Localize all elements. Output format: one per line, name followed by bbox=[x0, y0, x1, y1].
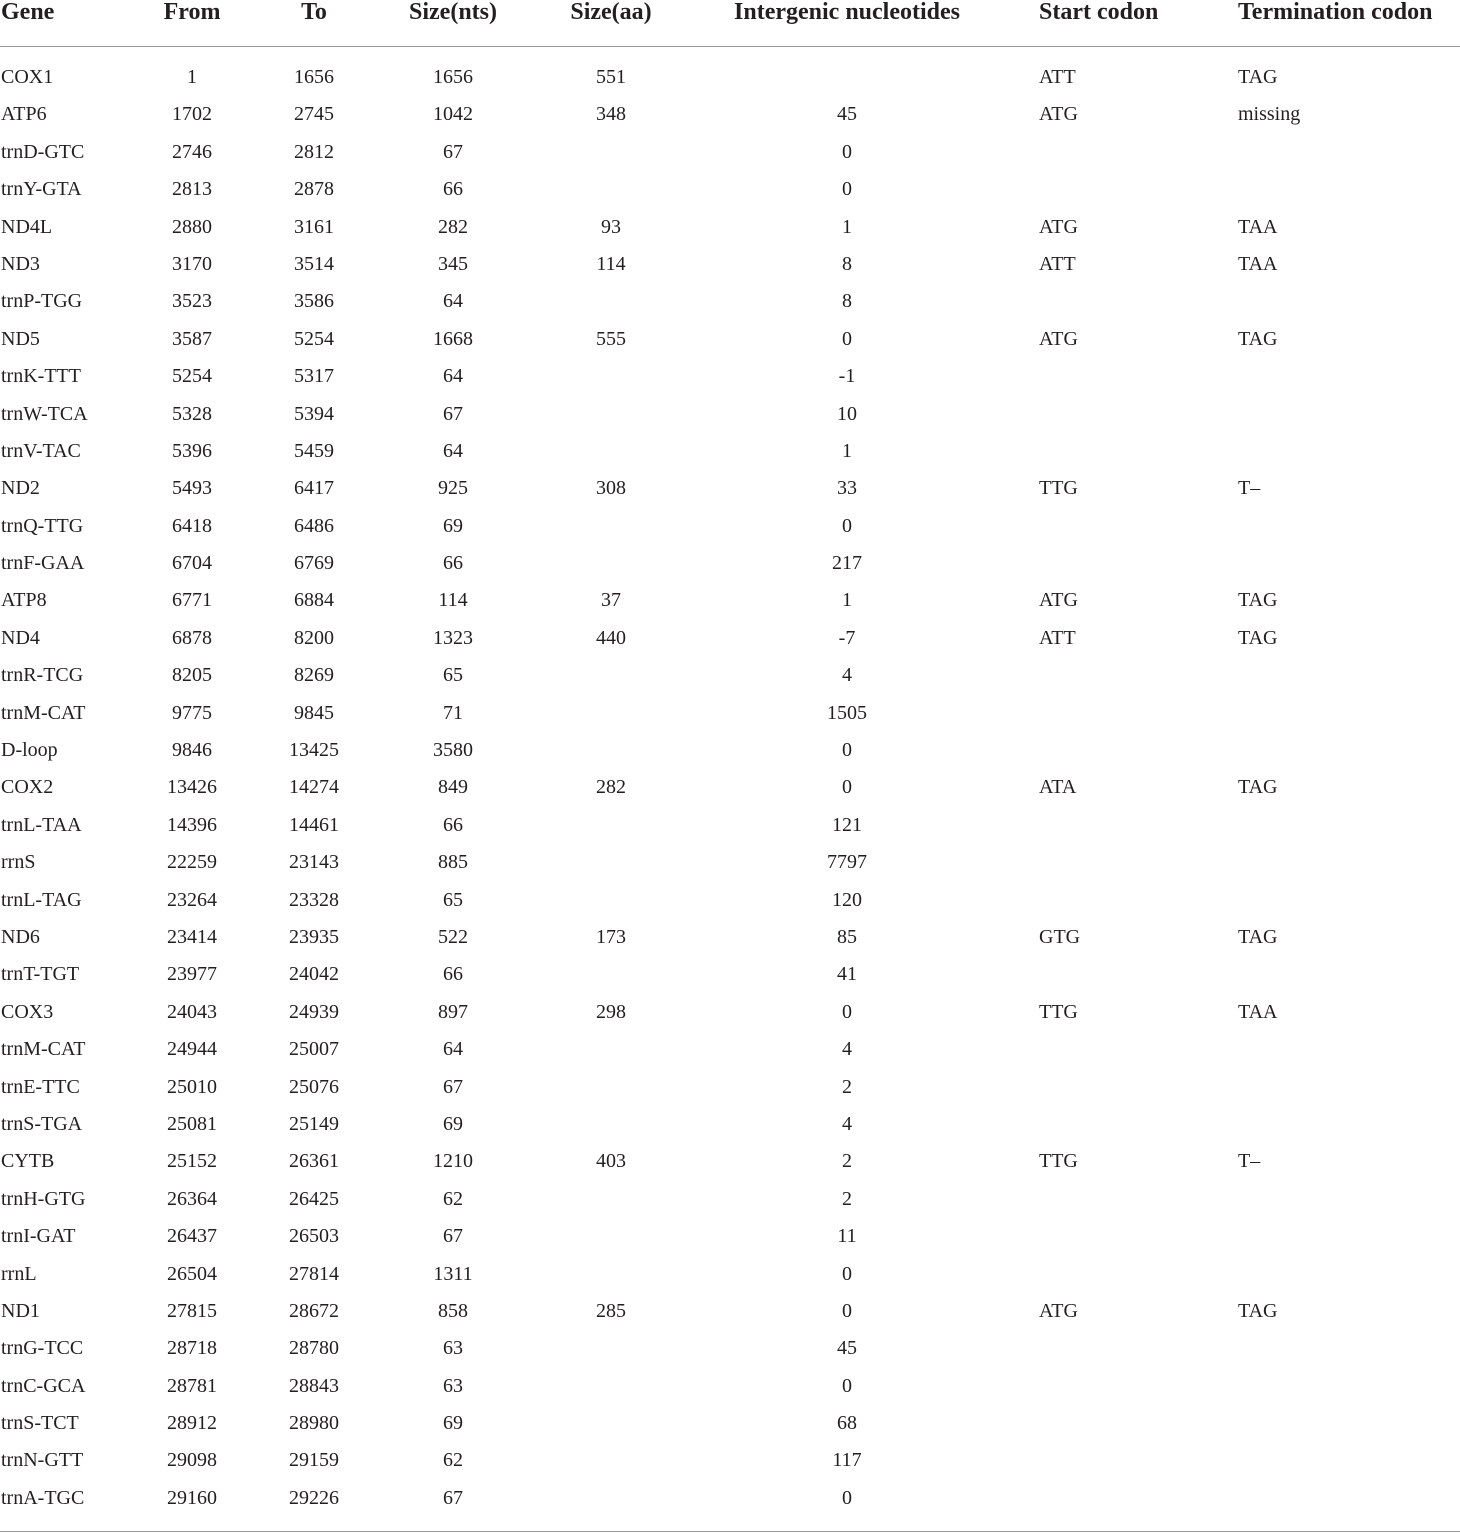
cell-gene: ND6 bbox=[1, 925, 40, 948]
cell-gene: trnL-TAA bbox=[1, 813, 82, 836]
table-row bbox=[0, 919, 1460, 956]
table-row bbox=[0, 470, 1460, 507]
cell-from: 5493 bbox=[172, 477, 212, 500]
cell-from: 23264 bbox=[167, 888, 217, 911]
table-row bbox=[0, 807, 1460, 844]
cell-from: 13426 bbox=[167, 776, 217, 799]
header-to: To bbox=[301, 0, 327, 25]
cell-gene: trnK-TTT bbox=[1, 365, 81, 388]
cell-size-nts: 522 bbox=[438, 925, 468, 948]
cell-size-nts: 3580 bbox=[433, 739, 473, 762]
cell-gene: COX2 bbox=[1, 776, 54, 799]
header-size-nts: Size(nts) bbox=[409, 0, 497, 25]
table-row bbox=[0, 620, 1460, 657]
cell-gene: trnG-TCC bbox=[1, 1337, 84, 1360]
cell-start-codon: ATT bbox=[1039, 626, 1076, 649]
cell-to: 25149 bbox=[289, 1112, 339, 1135]
cell-size-nts: 1668 bbox=[433, 327, 473, 350]
cell-start-codon: ATG bbox=[1039, 103, 1078, 126]
cell-intergenic: 41 bbox=[837, 963, 857, 986]
cell-intergenic: 8 bbox=[842, 290, 852, 313]
cell-size-nts: 69 bbox=[443, 1112, 463, 1135]
table-row bbox=[0, 508, 1460, 545]
cell-from: 26364 bbox=[167, 1187, 217, 1210]
cell-size-nts: 1656 bbox=[433, 66, 473, 88]
cell-gene: ATP8 bbox=[1, 589, 47, 612]
cell-intergenic: 0 bbox=[842, 1262, 852, 1285]
cell-intergenic: 11 bbox=[837, 1225, 857, 1248]
cell-from: 25081 bbox=[167, 1112, 217, 1135]
cell-intergenic: 8 bbox=[842, 252, 852, 275]
cell-intergenic: 0 bbox=[842, 514, 852, 537]
cell-stop-codon: missing bbox=[1238, 103, 1301, 126]
cell-to: 8200 bbox=[294, 626, 334, 649]
cell-size-nts: 64 bbox=[443, 290, 463, 313]
table-row bbox=[0, 396, 1460, 433]
cell-from: 24944 bbox=[167, 1038, 217, 1061]
cell-size-aa: 37 bbox=[601, 589, 621, 612]
cell-from: 25152 bbox=[167, 1150, 217, 1173]
cell-stop-codon: TAA bbox=[1238, 252, 1278, 275]
cell-intergenic: 0 bbox=[842, 1299, 852, 1322]
table-row bbox=[0, 321, 1460, 358]
cell-intergenic: 1505 bbox=[827, 701, 867, 724]
cell-gene: ATP6 bbox=[1, 103, 47, 126]
cell-start-codon: ATG bbox=[1039, 1299, 1078, 1322]
cell-size-aa: 298 bbox=[596, 1000, 626, 1023]
cell-intergenic: 1 bbox=[842, 215, 852, 238]
cell-size-nts: 1210 bbox=[433, 1150, 473, 1173]
table-row bbox=[0, 1069, 1460, 1106]
cell-to: 6417 bbox=[294, 477, 334, 500]
cell-to: 3514 bbox=[294, 252, 334, 275]
cell-gene: trnE-TTC bbox=[1, 1075, 80, 1098]
cell-from: 3523 bbox=[172, 290, 212, 313]
table-body bbox=[0, 59, 1460, 1517]
cell-from: 22259 bbox=[167, 851, 217, 874]
cell-to: 23143 bbox=[289, 851, 339, 874]
cell-from: 6878 bbox=[172, 626, 212, 649]
table-row bbox=[0, 1031, 1460, 1068]
table-bottom-rule bbox=[0, 1531, 1460, 1532]
cell-intergenic: 4 bbox=[842, 1112, 852, 1135]
cell-from: 29098 bbox=[167, 1449, 217, 1472]
table-row bbox=[0, 96, 1460, 133]
cell-intergenic: 4 bbox=[842, 664, 852, 687]
cell-size-nts: 849 bbox=[438, 776, 468, 799]
cell-to: 28780 bbox=[289, 1337, 339, 1360]
cell-start-codon: ATT bbox=[1039, 252, 1076, 275]
table-row bbox=[0, 657, 1460, 694]
cell-gene: trnW-TCA bbox=[1, 402, 88, 425]
cell-size-nts: 67 bbox=[443, 1225, 463, 1248]
cell-gene: trnA-TGC bbox=[1, 1486, 85, 1509]
cell-intergenic: 10 bbox=[837, 402, 857, 425]
cell-size-aa: 93 bbox=[601, 215, 621, 238]
cell-stop-codon: T– bbox=[1238, 477, 1261, 500]
cell-gene: trnS-TCT bbox=[1, 1412, 79, 1435]
cell-intergenic: 45 bbox=[837, 103, 857, 126]
cell-gene: ND4 bbox=[1, 626, 40, 649]
cell-start-codon: ATA bbox=[1039, 776, 1077, 799]
cell-intergenic: 117 bbox=[832, 1449, 862, 1472]
cell-to: 24939 bbox=[289, 1000, 339, 1023]
cell-stop-codon: TAA bbox=[1238, 215, 1278, 238]
cell-to: 8269 bbox=[294, 664, 334, 687]
cell-size-nts: 69 bbox=[443, 1412, 463, 1435]
cell-from: 25010 bbox=[167, 1075, 217, 1098]
table-row bbox=[0, 246, 1460, 283]
cell-intergenic: 2 bbox=[842, 1075, 852, 1098]
cell-from: 5328 bbox=[172, 402, 212, 425]
cell-intergenic: 217 bbox=[832, 552, 862, 575]
table-row bbox=[0, 1218, 1460, 1255]
cell-size-aa: 173 bbox=[596, 925, 626, 948]
cell-to: 25007 bbox=[289, 1038, 339, 1061]
cell-stop-codon: TAG bbox=[1238, 589, 1278, 612]
cell-to: 29226 bbox=[289, 1486, 339, 1509]
cell-size-nts: 858 bbox=[438, 1299, 468, 1322]
cell-to: 2745 bbox=[294, 103, 334, 126]
cell-from: 23977 bbox=[167, 963, 217, 986]
cell-to: 23935 bbox=[289, 925, 339, 948]
cell-gene: ND4L bbox=[1, 215, 53, 238]
cell-start-codon: GTG bbox=[1039, 925, 1081, 948]
cell-gene: trnR-TCG bbox=[1, 664, 84, 687]
cell-from: 2746 bbox=[172, 140, 212, 163]
cell-from: 29160 bbox=[167, 1486, 217, 1509]
cell-intergenic: 0 bbox=[842, 178, 852, 201]
cell-from: 14396 bbox=[167, 813, 217, 836]
cell-to: 26425 bbox=[289, 1187, 339, 1210]
cell-size-nts: 1323 bbox=[433, 626, 473, 649]
cell-gene: ND2 bbox=[1, 477, 40, 500]
table-row bbox=[0, 171, 1460, 208]
cell-intergenic: 7797 bbox=[827, 851, 867, 874]
table-row bbox=[0, 732, 1460, 769]
cell-to: 5394 bbox=[294, 402, 334, 425]
cell-from: 28781 bbox=[167, 1374, 217, 1397]
table-row bbox=[0, 882, 1460, 919]
cell-to: 6486 bbox=[294, 514, 334, 537]
cell-intergenic: 0 bbox=[842, 1486, 852, 1509]
header-start-codon: Start codon bbox=[1039, 0, 1159, 25]
cell-size-nts: 66 bbox=[443, 178, 463, 201]
cell-to: 14461 bbox=[289, 813, 339, 836]
cell-stop-codon: TAG bbox=[1238, 776, 1278, 799]
cell-to: 25076 bbox=[289, 1075, 339, 1098]
cell-stop-codon: TAG bbox=[1238, 66, 1278, 88]
cell-intergenic: 120 bbox=[832, 888, 862, 911]
cell-intergenic: 1 bbox=[842, 589, 852, 612]
cell-to: 23328 bbox=[289, 888, 339, 911]
cell-size-aa: 555 bbox=[596, 327, 626, 350]
cell-stop-codon: TAG bbox=[1238, 1299, 1278, 1322]
cell-to: 26503 bbox=[289, 1225, 339, 1248]
table-row bbox=[0, 844, 1460, 881]
cell-to: 27814 bbox=[289, 1262, 339, 1285]
cell-from: 8205 bbox=[172, 664, 212, 687]
cell-intergenic: 0 bbox=[842, 739, 852, 762]
cell-gene: trnC-GCA bbox=[1, 1374, 86, 1397]
cell-size-nts: 114 bbox=[438, 589, 468, 612]
cell-gene: COX1 bbox=[1, 66, 54, 88]
cell-intergenic: 4 bbox=[842, 1038, 852, 1061]
table-row bbox=[0, 358, 1460, 395]
cell-from: 5396 bbox=[172, 439, 212, 462]
cell-gene: trnY-GTA bbox=[1, 178, 82, 201]
table-row bbox=[0, 1106, 1460, 1143]
cell-to: 28980 bbox=[289, 1412, 339, 1435]
cell-gene: trnP-TGG bbox=[1, 290, 83, 313]
cell-size-nts: 62 bbox=[443, 1187, 463, 1210]
table-row bbox=[0, 1368, 1460, 1405]
cell-intergenic: 45 bbox=[837, 1337, 857, 1360]
cell-gene: CYTB bbox=[1, 1150, 55, 1173]
cell-to: 3161 bbox=[294, 215, 334, 238]
cell-size-aa: 348 bbox=[596, 103, 626, 126]
cell-intergenic: 121 bbox=[832, 813, 862, 836]
table-row bbox=[0, 1181, 1460, 1218]
cell-size-aa: 440 bbox=[596, 626, 626, 649]
cell-to: 6769 bbox=[294, 552, 334, 575]
cell-intergenic: -1 bbox=[838, 365, 856, 388]
cell-size-nts: 63 bbox=[443, 1374, 463, 1397]
cell-size-nts: 71 bbox=[443, 701, 463, 724]
cell-gene: ND3 bbox=[1, 252, 40, 275]
cell-gene: trnL-TAG bbox=[1, 888, 82, 911]
cell-to: 9845 bbox=[294, 701, 334, 724]
cell-intergenic: 0 bbox=[842, 1000, 852, 1023]
table-row bbox=[0, 1405, 1460, 1442]
cell-from: 24043 bbox=[167, 1000, 217, 1023]
cell-from: 2813 bbox=[172, 178, 212, 201]
cell-size-nts: 63 bbox=[443, 1337, 463, 1360]
table-row bbox=[0, 956, 1460, 993]
cell-size-nts: 65 bbox=[443, 888, 463, 911]
cell-size-nts: 885 bbox=[438, 851, 468, 874]
cell-size-nts: 1042 bbox=[433, 103, 473, 126]
table-row bbox=[0, 59, 1460, 96]
cell-from: 5254 bbox=[172, 365, 212, 388]
cell-stop-codon: TAG bbox=[1238, 925, 1278, 948]
cell-from: 9846 bbox=[172, 739, 212, 762]
cell-gene: trnT-TGT bbox=[1, 963, 80, 986]
cell-intergenic: 68 bbox=[837, 1412, 857, 1435]
header-intergenic: Intergenic nucleotides bbox=[734, 0, 960, 25]
cell-from: 1 bbox=[187, 66, 197, 88]
cell-to: 24042 bbox=[289, 963, 339, 986]
cell-from: 2880 bbox=[172, 215, 212, 238]
cell-start-codon: ATG bbox=[1039, 327, 1078, 350]
header-stop-codon: Termination codon bbox=[1238, 0, 1433, 25]
cell-size-nts: 64 bbox=[443, 365, 463, 388]
cell-gene: rrnL bbox=[1, 1262, 37, 1285]
cell-start-codon: ATG bbox=[1039, 589, 1078, 612]
cell-gene: trnF-GAA bbox=[1, 552, 85, 575]
table-header-row bbox=[0, 0, 1460, 47]
cell-gene: trnN-GTT bbox=[1, 1449, 84, 1472]
cell-size-nts: 67 bbox=[443, 140, 463, 163]
table-row bbox=[0, 695, 1460, 732]
cell-stop-codon: T– bbox=[1238, 1150, 1261, 1173]
cell-start-codon: ATT bbox=[1039, 66, 1076, 88]
cell-start-codon: TTG bbox=[1039, 1150, 1078, 1173]
cell-intergenic: 85 bbox=[837, 925, 857, 948]
cell-gene: ND5 bbox=[1, 327, 40, 350]
table-row bbox=[0, 1442, 1460, 1479]
cell-intergenic: 0 bbox=[842, 327, 852, 350]
cell-size-nts: 1311 bbox=[433, 1262, 473, 1285]
cell-gene: rrnS bbox=[1, 851, 36, 874]
table-row bbox=[0, 1293, 1460, 1330]
table-row bbox=[0, 283, 1460, 320]
cell-gene: trnV-TAC bbox=[1, 439, 81, 462]
cell-size-nts: 66 bbox=[443, 963, 463, 986]
cell-size-nts: 66 bbox=[443, 552, 463, 575]
table-row bbox=[0, 1256, 1460, 1293]
cell-from: 26437 bbox=[167, 1225, 217, 1248]
cell-size-nts: 64 bbox=[443, 439, 463, 462]
cell-gene: trnI-GAT bbox=[1, 1225, 76, 1248]
cell-from: 27815 bbox=[167, 1299, 217, 1322]
cell-intergenic: 0 bbox=[842, 776, 852, 799]
cell-from: 1702 bbox=[172, 103, 212, 126]
cell-to: 5317 bbox=[294, 365, 334, 388]
cell-to: 13425 bbox=[289, 739, 339, 762]
cell-from: 26504 bbox=[167, 1262, 217, 1285]
cell-size-aa: 403 bbox=[596, 1150, 626, 1173]
table-row bbox=[0, 545, 1460, 582]
cell-intergenic: 2 bbox=[842, 1187, 852, 1210]
cell-intergenic: 1 bbox=[842, 439, 852, 462]
cell-from: 6771 bbox=[172, 589, 212, 612]
cell-size-nts: 67 bbox=[443, 1486, 463, 1509]
cell-to: 29159 bbox=[289, 1449, 339, 1472]
cell-gene: ND1 bbox=[1, 1299, 40, 1322]
cell-intergenic: -7 bbox=[838, 626, 856, 649]
cell-size-nts: 897 bbox=[438, 1000, 468, 1023]
cell-size-nts: 67 bbox=[443, 402, 463, 425]
table-row bbox=[0, 209, 1460, 246]
cell-from: 9775 bbox=[172, 701, 212, 724]
cell-size-aa: 114 bbox=[596, 252, 626, 275]
cell-to: 5459 bbox=[294, 439, 334, 462]
cell-gene: D-loop bbox=[1, 739, 58, 762]
cell-to: 14274 bbox=[289, 776, 339, 799]
cell-to: 2878 bbox=[294, 178, 334, 201]
cell-from: 3170 bbox=[172, 252, 212, 275]
cell-start-codon: ATG bbox=[1039, 215, 1078, 238]
cell-size-aa: 282 bbox=[596, 776, 626, 799]
table-row bbox=[0, 994, 1460, 1031]
cell-to: 6884 bbox=[294, 589, 334, 612]
table-row bbox=[0, 1480, 1460, 1517]
cell-intergenic: 33 bbox=[837, 477, 857, 500]
cell-gene: trnM-CAT bbox=[1, 701, 86, 724]
table-row bbox=[0, 769, 1460, 806]
cell-from: 23414 bbox=[167, 925, 217, 948]
cell-gene: trnD-GTC bbox=[1, 140, 85, 163]
cell-gene: trnH-GTG bbox=[1, 1187, 86, 1210]
table-row bbox=[0, 433, 1460, 470]
cell-start-codon: TTG bbox=[1039, 1000, 1078, 1023]
cell-size-nts: 67 bbox=[443, 1075, 463, 1098]
cell-gene: trnQ-TTG bbox=[1, 514, 84, 537]
cell-size-aa: 308 bbox=[596, 477, 626, 500]
cell-to: 3586 bbox=[294, 290, 334, 313]
cell-to: 28672 bbox=[289, 1299, 339, 1322]
cell-gene: trnS-TGA bbox=[1, 1112, 83, 1135]
cell-size-nts: 69 bbox=[443, 514, 463, 537]
cell-from: 6704 bbox=[172, 552, 212, 575]
cell-size-nts: 64 bbox=[443, 1038, 463, 1061]
cell-size-nts: 282 bbox=[438, 215, 468, 238]
cell-intergenic: 0 bbox=[842, 140, 852, 163]
cell-from: 28718 bbox=[167, 1337, 217, 1360]
table-row bbox=[0, 582, 1460, 619]
table-row bbox=[0, 1143, 1460, 1180]
cell-size-nts: 345 bbox=[438, 252, 468, 275]
cell-size-nts: 66 bbox=[443, 813, 463, 836]
cell-to: 5254 bbox=[294, 327, 334, 350]
cell-size-nts: 62 bbox=[443, 1449, 463, 1472]
cell-stop-codon: TAG bbox=[1238, 626, 1278, 649]
header-gene: Gene bbox=[1, 0, 55, 25]
cell-size-nts: 65 bbox=[443, 664, 463, 687]
cell-intergenic: 0 bbox=[842, 1374, 852, 1397]
cell-size-aa: 285 bbox=[596, 1299, 626, 1322]
cell-to: 28843 bbox=[289, 1374, 339, 1397]
cell-stop-codon: TAA bbox=[1238, 1000, 1278, 1023]
cell-to: 1656 bbox=[294, 66, 334, 88]
cell-gene: trnM-CAT bbox=[1, 1038, 86, 1061]
cell-from: 28912 bbox=[167, 1412, 217, 1435]
header-size-aa: Size(aa) bbox=[570, 0, 652, 25]
cell-size-nts: 925 bbox=[438, 477, 468, 500]
cell-size-aa: 551 bbox=[596, 66, 626, 88]
cell-start-codon: TTG bbox=[1039, 477, 1078, 500]
cell-gene: COX3 bbox=[1, 1000, 54, 1023]
cell-stop-codon: TAG bbox=[1238, 327, 1278, 350]
cell-from: 6418 bbox=[172, 514, 212, 537]
cell-from: 3587 bbox=[172, 327, 212, 350]
cell-to: 2812 bbox=[294, 140, 334, 163]
table-row bbox=[0, 1330, 1460, 1367]
header-from: From bbox=[163, 0, 221, 25]
cell-to: 26361 bbox=[289, 1150, 339, 1173]
cell-intergenic: 2 bbox=[842, 1150, 852, 1173]
table-row bbox=[0, 134, 1460, 171]
